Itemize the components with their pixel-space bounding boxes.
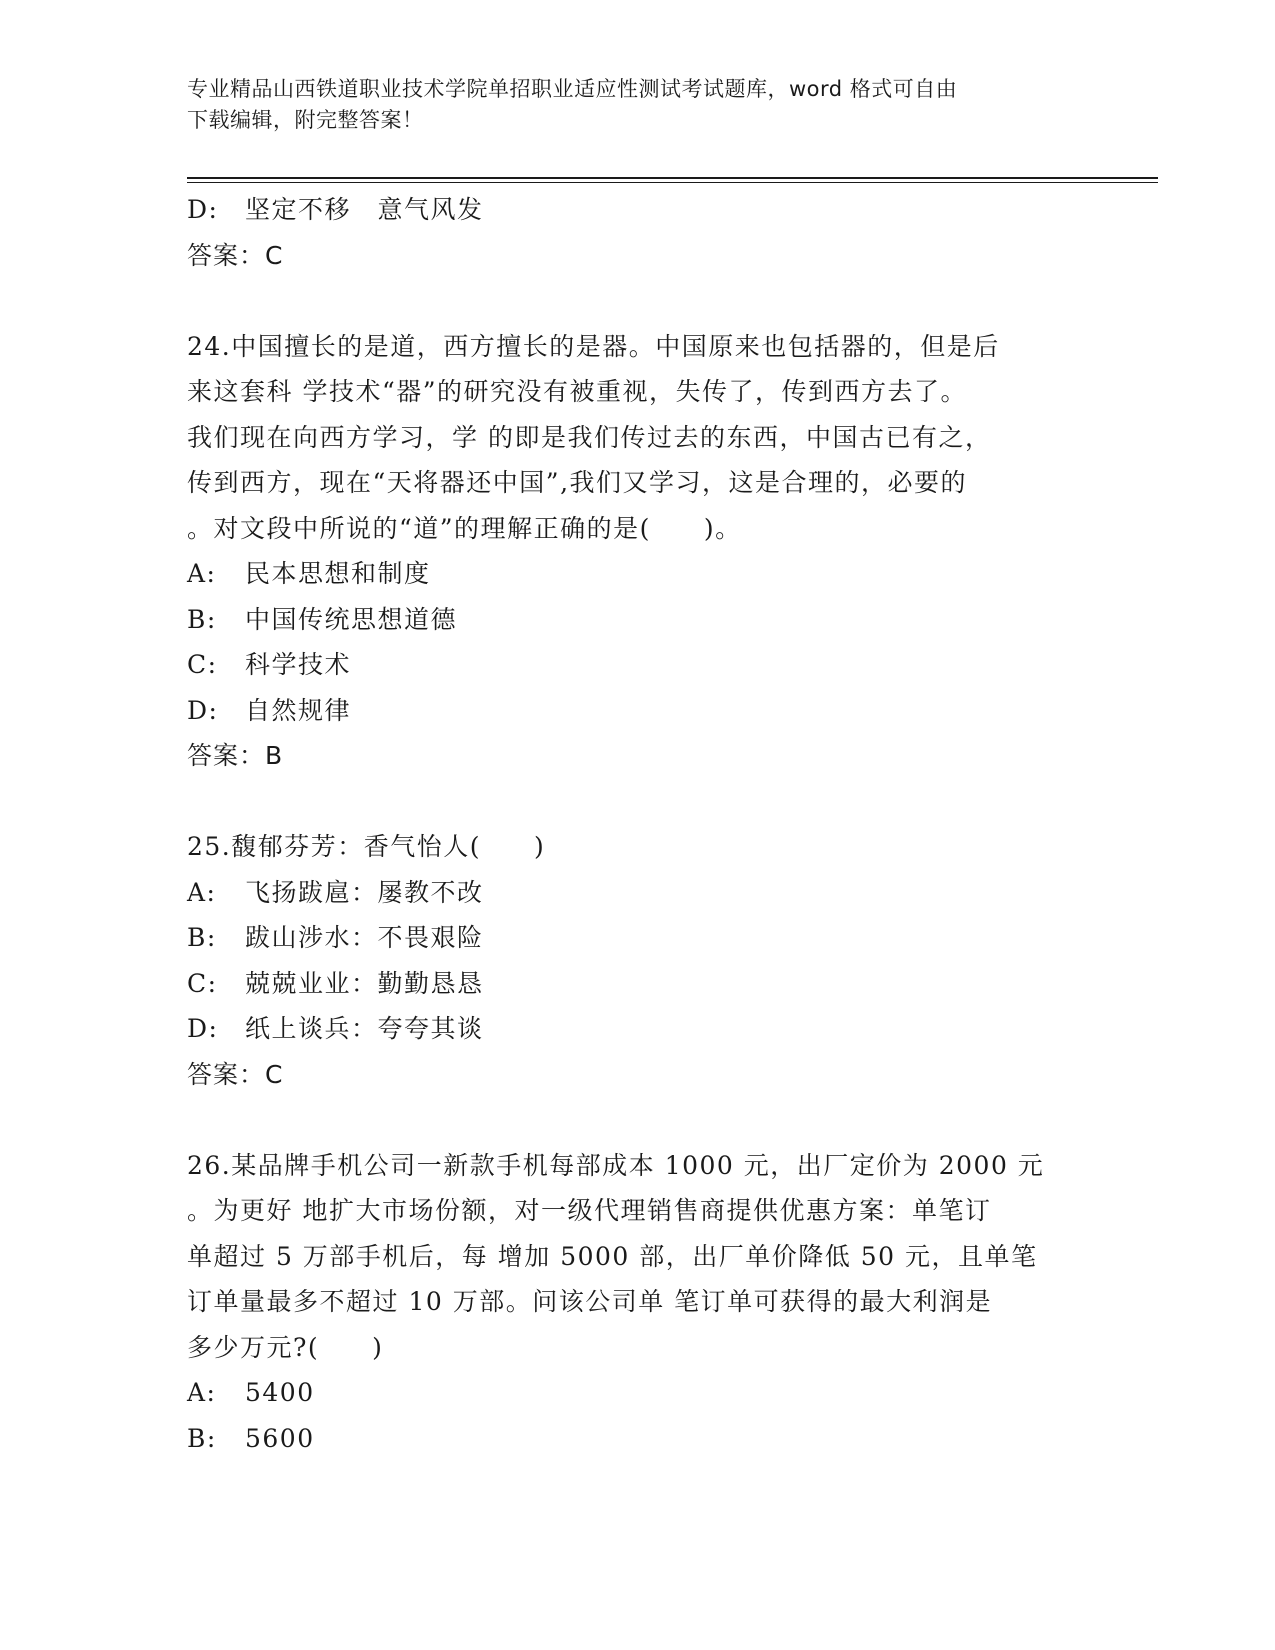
question-25-option-d xyxy=(187,1006,1087,1052)
question-24-stem xyxy=(187,324,1087,552)
question-24-option-b xyxy=(187,597,1087,643)
option-label: D: xyxy=(187,695,219,725)
question-25-answer: 答案：C xyxy=(187,1059,284,1089)
header-rule-thick xyxy=(187,177,1158,179)
question-24-option-a xyxy=(187,551,1087,597)
header-line-1: 专业精品山西铁道职业技术学院单招职业适应性测试考试题库，word 格式可自由 xyxy=(187,77,958,101)
header-rule-thin xyxy=(187,182,1158,183)
option-text: 科学技术 xyxy=(245,650,352,679)
question-line: 传到西方，现在“天将器还中国”,我们又学习，这是合理的，必要的 xyxy=(187,468,968,497)
question-26 xyxy=(187,1143,1087,1462)
option-text: 飞扬跋扈：屡教不改 xyxy=(245,877,484,907)
option-text: 自然规律 xyxy=(245,695,352,725)
question-line: 25.馥郁芬芳：香气怡人( ) xyxy=(187,832,546,861)
prev-answer: 答案：C xyxy=(187,240,284,270)
option-label: D: xyxy=(187,195,219,224)
question-line: 。对文段中所说的“道”的理解正确的是( )。 xyxy=(187,513,742,543)
question-24-option-d xyxy=(187,688,1087,734)
option-label: A: xyxy=(187,1378,217,1407)
question-25-stem xyxy=(187,824,1087,870)
option-label: B: xyxy=(187,1423,217,1453)
spacer xyxy=(187,278,1087,324)
question-24-option-c xyxy=(187,642,1087,688)
option-text: 民本思想和制度 xyxy=(245,559,431,588)
question-line: 订单量最多不超过 10 万部。问该公司单 笔订单可获得的最大利润是 xyxy=(187,1287,993,1316)
document-body xyxy=(187,187,1087,1461)
option-text: 跋山涉水：不畏艰险 xyxy=(245,923,484,952)
question-line: 26.某品牌手机公司一新款手机每部成本 1000 元，出厂定价为 2000 元 xyxy=(187,1150,1045,1180)
question-25-option-c xyxy=(187,961,1087,1007)
question-25-option-b xyxy=(187,915,1087,961)
option-text: 中国传统思想道德 xyxy=(245,604,458,634)
option-label: B: xyxy=(187,923,217,952)
option-text: 坚定不移 意气风发 xyxy=(245,195,484,224)
question-25 xyxy=(187,824,1087,1097)
question-26-stem xyxy=(187,1143,1087,1371)
option-label: A: xyxy=(187,877,217,907)
option-label: C: xyxy=(187,650,218,679)
question-line: 我们现在向西方学习，学 的即是我们传过去的东西，中国古已有之， xyxy=(187,422,992,452)
spacer xyxy=(187,779,1087,825)
spacer xyxy=(187,1097,1087,1143)
question-line: 来这套科 学技术“器”的研究没有被重视，失传了，传到西方去了。 xyxy=(187,377,968,406)
question-24-answer: 答案：B xyxy=(187,741,284,770)
prev-option-d xyxy=(187,187,1087,233)
question-25-option-a xyxy=(187,870,1087,916)
option-text: 兢兢业业：勤勤恳恳 xyxy=(245,968,484,998)
question-line: 单超过 5 万部手机后，每 增加 5000 部，出厂单价降低 50 元，且单笔 xyxy=(187,1241,1038,1271)
question-line: 多少万元?( ) xyxy=(187,1332,384,1362)
option-text: 5400 xyxy=(245,1378,315,1407)
option-text: 纸上谈兵：夸夸其谈 xyxy=(245,1014,484,1043)
option-label: B: xyxy=(187,604,217,634)
question-line: 。为更好 地扩大市场份额，对一级代理销售商提供优惠方案：单笔订 xyxy=(187,1196,992,1225)
question-26-option-a xyxy=(187,1370,1087,1416)
option-label: C: xyxy=(187,968,218,998)
option-label: D: xyxy=(187,1014,219,1043)
question-24 xyxy=(187,324,1087,779)
header-line-2: 下载编辑，附完整答案！ xyxy=(187,108,424,132)
question-line: 24.中国擅长的是道，西方擅长的是器。中国原来也包括器的，但是后 xyxy=(187,331,1000,361)
question-26-option-b xyxy=(187,1416,1087,1462)
document-header xyxy=(187,74,1087,136)
option-text: 5600 xyxy=(245,1423,315,1453)
option-label: A: xyxy=(187,559,217,588)
